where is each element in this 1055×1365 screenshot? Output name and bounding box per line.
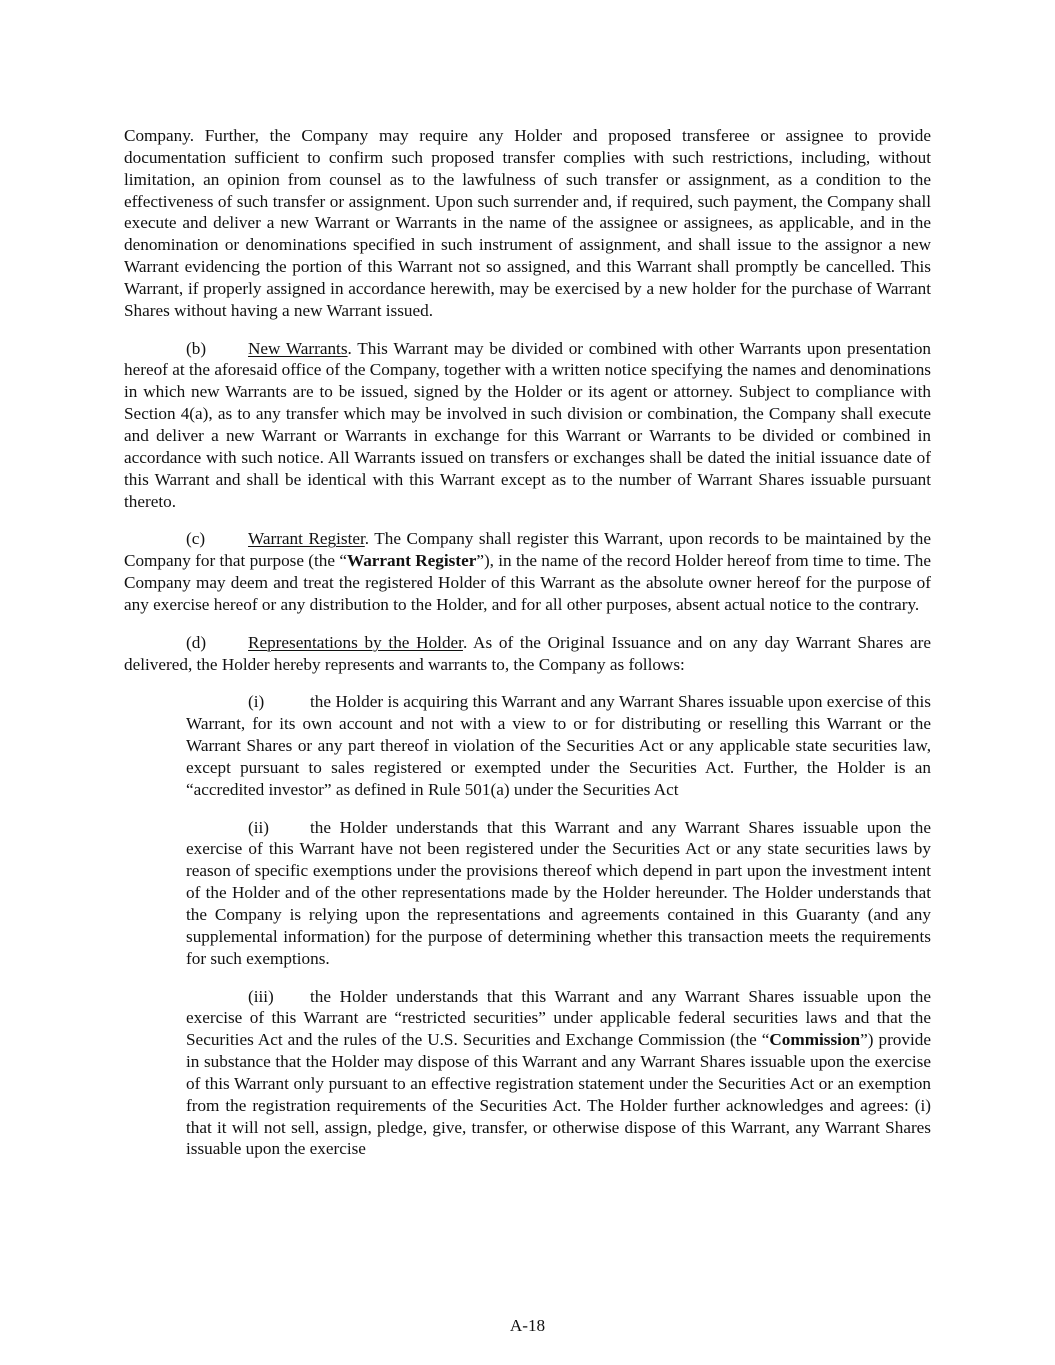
subsection-label: (iii) bbox=[248, 986, 274, 1006]
section-text: . As of the Original Issuance and on any day Warrant Shares are delivered, the Holder hereby represents and warrants to, the Company as follows: bbox=[124, 632, 932, 674]
section-heading: Warrant Register bbox=[248, 529, 365, 549]
subsection-text: the Holder is acquiring this Warrant and any Warrant Shares issuable upon exercise of this Warrant, for its own account and not with a view to or for distributing or reselling this Warrant or the Warrant Shares or any part thereof in violation of the Securities Act or any applicable state securities law, except pursuant to sales registered or exempted under the Securities Act. Further, the Holder is an “accredited investor” as defined in Rule 501(a) under the Securities Act bbox=[186, 692, 931, 799]
section-heading: Representations by the Holder bbox=[248, 632, 463, 652]
section-c-warrant-register bbox=[124, 528, 931, 615]
page-number: A-18 bbox=[509, 1316, 546, 1335]
section-label: (c) bbox=[186, 529, 206, 549]
defined-term: Commission bbox=[769, 1030, 861, 1050]
subsection-label: (ii) bbox=[248, 817, 269, 837]
section-label: (d) bbox=[186, 632, 207, 652]
subsection-text: ”) provide in substance that the Holder may dispose of this Warrant and any Warrant Shares issuable upon the exercise of this Warrant only pursuant to an effective registration statement under the Securities Act or an exemption from the registration requirements of the Securities Act. The Holder further acknowledges and agrees: (i) that it will not sell, assign, pledge, give, transfer, or otherwise dispose of this Warrant, any Warrant Shares issuable upon the exercise bbox=[186, 1030, 931, 1159]
subsection-text: the Holder understands that this Warrant and any Warrant Shares issuable upon the exercise of this Warrant are “restricted securities” under applicable federal securities laws and that the Securities Act and the rules of the U.S. Securities and Exchange Commission (the “ bbox=[186, 986, 931, 1050]
section-text: . The Company shall register this Warrant, upon records to be maintained by the Company for that purpose (the “ bbox=[124, 529, 932, 571]
document-page bbox=[124, 125, 931, 1176]
section-d-representations bbox=[124, 632, 931, 676]
subsection-iii bbox=[186, 986, 931, 1161]
continuation-paragraph: Company. Further, the Company may require any Holder and proposed transferee or assignee to provide documentation sufficient to confirm such proposed transfer complies with such restrictions, including, without limitation, an opinion from counsel as to the lawfulness of such transfer or assignment, as a condition to the effectiveness of such transfer or assignment. Upon such surrender and, if required, such payment, the Company shall execute and deliver a new Warrant or Warrants in the name of the assignee or assignees, as applicable, and in the denomination or denominations specified in such instrument of assignment, and shall issue to the assignor a new Warrant evidencing the portion of this Warrant not so assigned, and this Warrant shall promptly be cancelled. This Warrant, if properly assigned in accordance herewith, may be exercised by a new holder for the purchase of Warrant Shares without having a new Warrant issued. bbox=[124, 126, 931, 320]
defined-term: Warrant Register bbox=[346, 551, 477, 571]
section-heading: New Warrants bbox=[248, 338, 348, 358]
subsection-i bbox=[186, 691, 931, 800]
subsection-ii bbox=[186, 817, 931, 970]
section-text: ”), in the name of the record Holder hereof from time to time. The Company may deem and treat the registered Holder of this Warrant as the absolute owner hereof for the purpose of any exercise hereof or any distribution to the Holder, and for all other purposes, absent actual notice to the contrary. bbox=[124, 551, 931, 614]
subsection-label: (i) bbox=[248, 692, 265, 712]
section-label: (b) bbox=[186, 338, 207, 358]
subsection-text: the Holder understands that this Warrant and any Warrant Shares issuable upon the exercise of this Warrant have not been registered under the Securities Act or any state securities laws by reason of specific exemptions under the provisions thereof which depend in part upon the investment intent of the Holder and of the other representations made by the Holder hereunder. The Holder understands that the Company is relying upon the representations and agreements contained in this Guaranty (and any supplemental information) for the purpose of determining whether this transaction meets the requirements for such exemptions. bbox=[186, 817, 931, 968]
section-text: . This Warrant may be divided or combined with other Warrants upon presentation hereof at the aforesaid office of the Company, together with a written notice specifying the names and denominations in which new Warrants are to be issued, signed by the Holder or its agent or attorney. Subject to compliance with Section 4(a), as to any transfer which may be involved in such division or combination, the Company shall execute and deliver a new Warrant or Warrants in exchange for this Warrant or Warrants to be divided or combined in accordance with such notice. All Warrants issued on transfers or exchanges shall be dated the initial issuance date of this Warrant and shall be identical with this Warrant except as to the number of Warrant Shares issuable pursuant thereto. bbox=[124, 338, 932, 511]
section-b-new-warrants bbox=[124, 338, 931, 513]
